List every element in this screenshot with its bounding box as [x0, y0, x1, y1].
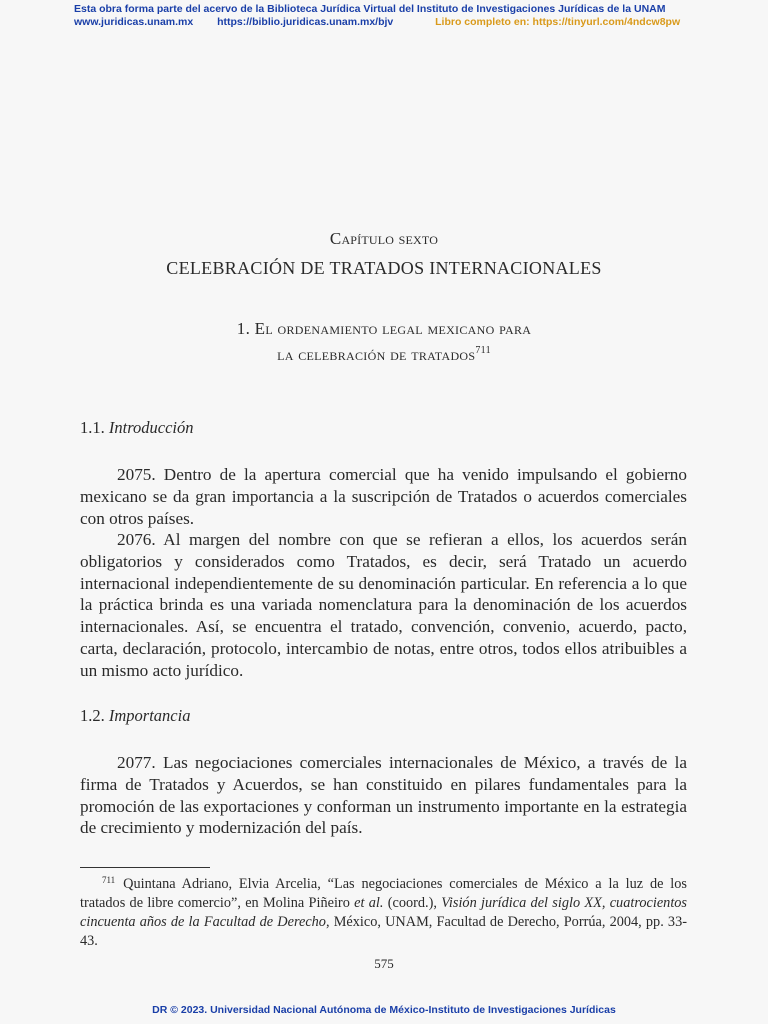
section-title-line2-text: la celebración de tratados: [277, 345, 476, 364]
footnote-text-b: (coord.),: [383, 895, 442, 911]
copyright-footer: DR © 2023. Universidad Nacional Autónoma de México-Instituto de Investigaciones Jurídicas: [152, 1004, 616, 1016]
heading-introduccion: [80, 418, 194, 438]
chapter-label: [0, 229, 768, 249]
footnote-divider: [80, 867, 210, 868]
footnote-text-c: , México, UNAM, Facultad de Derecho, Porrúa, 2004, pp. 33-43.: [80, 914, 687, 949]
paragraph-2077: 2077. Las negociaciones comerciales internacionales de México, a través de la firma de Tratados y Acuerdos, se han constituido en pilares fundamentales para la promoción de las exportaciones y conforman un instrumento importante en la estrategia de crecimiento y modernización del país.: [80, 753, 687, 838]
banner-notice: Esta obra forma parte del acervo de la Biblioteca Jurídica Virtual del Instituto de Investigaciones Jurídicas de la UNAM: [74, 3, 666, 15]
heading-importancia: [80, 706, 190, 726]
heading-number: 1.1.: [80, 418, 105, 437]
header-banner: [74, 3, 680, 29]
link-biblioteca[interactable]: https://biblio.juridicas.unam.mx/bjv: [217, 16, 394, 28]
heading-number: 1.2.: [80, 706, 105, 725]
banner-links: [74, 16, 680, 29]
footnote-ref[interactable]: 711: [475, 345, 491, 356]
page-number: 575: [374, 956, 394, 971]
paragraph-2076: 2076. Al margen del nombre con que se refieran a ellos, los acuerdos serán obligatorios y considerados como Tratados, es decir, será Tratado un acuerdo internacional independientemente de su denominación particular. En referencia a lo que la práctica brinda es una variada nomenclatura para la denominación de los acuerdos internacionales. Así, se encuentra el tratado, convención, convenio, acuerdo, pacto, carta, declaración, protocolo, intercambio de notas, entre otros, todos ellos atribuibles a un mismo acto jurídico.: [80, 530, 687, 680]
chapter-title: CELEBRACIÓN DE TRATADOS INTERNACIONALES: [166, 258, 602, 278]
link-juridicas[interactable]: www.juridicas.unam.mx: [74, 16, 194, 28]
footnote-text-a: Quintana Adriano, Elvia Arcelia, “Las negociaciones comerciales de México a la luz de los tratados de libre comercio”, en Molina Piñeiro: [80, 876, 687, 911]
footnote-book-title: Visión jurídica del siglo XX, cuatrocientos cincuenta años de la Facultad de Derecho: [80, 895, 687, 930]
footnote-711: [80, 871, 687, 951]
heading-text: Introducción: [108, 418, 194, 437]
footnote-number: 711: [102, 875, 116, 885]
section-title-line1: 1. El ordenamiento legal mexicano para: [236, 319, 532, 338]
heading-text: Importancia: [108, 706, 191, 725]
link-libro-completo[interactable]: Libro completo en: https://tinyurl.com/4ndcw8pw: [435, 16, 681, 28]
chapter-label-text: Capítulo sexto: [329, 229, 439, 248]
section-title-line2: [0, 340, 768, 366]
paragraph-2075: 2075. Dentro de la apertura comercial que ha venido impulsando el gobierno mexicano se da gran importancia a la suscripción de Tratados o acuerdos comerciales con otros países.: [80, 465, 687, 528]
footnote-et-al: et al.: [354, 895, 384, 911]
section-title: [0, 318, 768, 366]
